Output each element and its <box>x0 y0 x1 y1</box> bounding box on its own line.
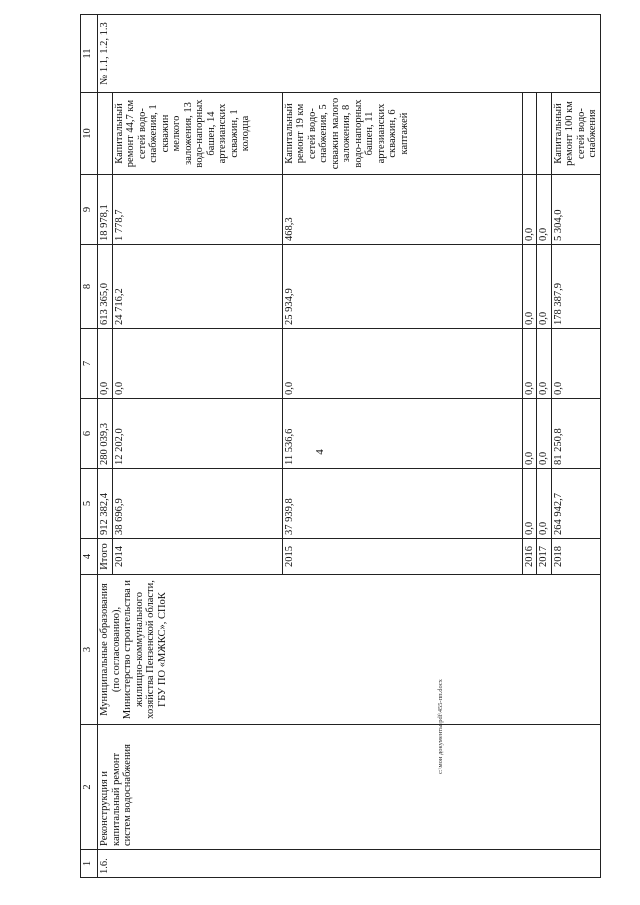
col8-cell: 0,0 <box>537 245 552 329</box>
col7-cell: 0,0 <box>522 329 537 399</box>
col7-cell: 0,0 <box>537 329 552 399</box>
col7-cell: 0,0 <box>112 329 282 399</box>
footer-file-path: c:\мои документы\pdf\455-пп.docx <box>437 679 444 774</box>
year-cell: 2018 <box>551 539 600 575</box>
total-cell: 0,0 <box>522 469 537 539</box>
col9-cell: 18 978,1 <box>98 175 113 245</box>
col8-cell: 178 387,9 <box>551 245 600 329</box>
col9-cell: 5 304,0 <box>551 175 600 245</box>
col8-cell: 613 365,0 <box>98 245 113 329</box>
header-col-2: 2 <box>81 725 98 850</box>
year-cell: 2014 <box>112 539 282 575</box>
result-cell: Капитальный ремонт 19 км сетей водо-снабжения, 5 скважин малого заложения, 8 водо-напорных башен, 11 артезианских скважин, 6 каптажей <box>282 93 522 175</box>
col8-cell: 0,0 <box>522 245 537 329</box>
header-col-6: 6 <box>81 399 98 469</box>
result-cell: Капитальный ремонт 100 км сетей водо-снабжения <box>551 93 600 175</box>
year-cell: 2016 <box>522 539 537 575</box>
federal-cell: 12 202,0 <box>112 399 282 469</box>
measure-name: Реконструкция и капитальный ремонт систем водоснабжения <box>98 725 601 850</box>
col8-cell: 24 716,2 <box>112 245 282 329</box>
col9-cell: 468,3 <box>282 175 522 245</box>
program-table-rotated <box>80 15 598 878</box>
header-col-11: 11 <box>81 15 98 93</box>
header-col-10: 10 <box>81 93 98 175</box>
result-cell <box>537 93 552 175</box>
header-col-5: 5 <box>81 469 98 539</box>
indicators-ref: № 1.1, 1.2, 1.3 <box>98 15 601 93</box>
result-cell <box>522 93 537 175</box>
total-cell: 912 382,4 <box>98 469 113 539</box>
col7-cell: 0,0 <box>98 329 113 399</box>
federal-cell: 81 250,8 <box>551 399 600 469</box>
header-col-1: 1 <box>81 850 98 878</box>
header-col-9: 9 <box>81 175 98 245</box>
header-col-4: 4 <box>81 539 98 575</box>
total-cell: 38 696,9 <box>112 469 282 539</box>
total-cell: 0,0 <box>537 469 552 539</box>
row-number: 1.6. <box>98 850 601 878</box>
col9-cell: 1 778,7 <box>112 175 282 245</box>
col9-cell: 0,0 <box>537 175 552 245</box>
col9-cell: 0,0 <box>522 175 537 245</box>
federal-cell: 0,0 <box>522 399 537 469</box>
header-col-3: 3 <box>81 575 98 725</box>
table-row <box>98 15 113 878</box>
program-table <box>80 14 601 878</box>
federal-cell: 0,0 <box>537 399 552 469</box>
col8-cell: 25 934,9 <box>282 245 522 329</box>
total-cell: 264 942,7 <box>551 469 600 539</box>
header-col-8: 8 <box>81 245 98 329</box>
federal-cell: 280 039,3 <box>98 399 113 469</box>
result-cell-empty <box>98 93 113 175</box>
year-cell: Итого <box>98 539 113 575</box>
year-cell: 2015 <box>282 539 522 575</box>
year-cell: 2017 <box>537 539 552 575</box>
header-row <box>81 15 98 878</box>
col7-cell: 0,0 <box>551 329 600 399</box>
total-cell: 37 939,8 <box>282 469 522 539</box>
executors: Муниципальные образования (по согласованию), Министерство строительства и жилищно-коммунального хозяйства Пензенской области, ГБУ ПО «МЖКС», СПоК <box>98 575 601 725</box>
col7-cell: 0,0 <box>282 329 522 399</box>
federal-cell: 11 536,6 <box>282 399 522 469</box>
page-number: 4 <box>314 449 326 455</box>
result-cell: Капитальный ремонт 44,7 км сетей водо-снабжения, 1 скважин мелкого заложения, 13 водо-напорных башен, 14 артезианских скважин, 1 колодца <box>112 93 282 175</box>
header-col-7: 7 <box>81 329 98 399</box>
